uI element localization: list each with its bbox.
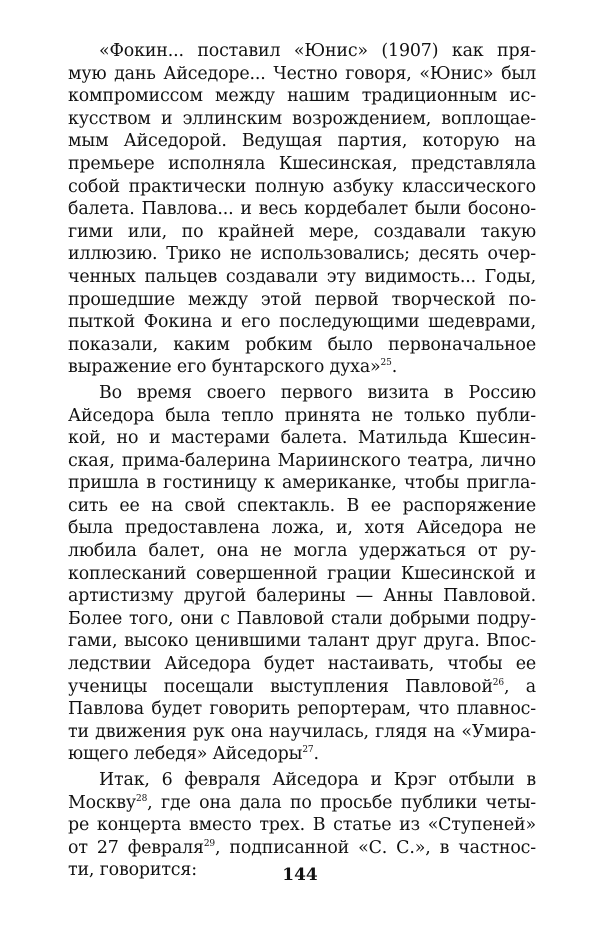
text-fragment: , где она дала по просьбе публики четы- xyxy=(147,792,536,813)
text-fragment: от 27 февраля xyxy=(68,837,204,858)
text-fragment: ющего лебедя» Айседоры xyxy=(68,744,303,765)
text-line: иллюзию. Трико не использовались; десять очер- xyxy=(68,244,536,265)
footnote-ref: 27 xyxy=(302,745,314,756)
text-line: ти, говорится: xyxy=(68,860,197,881)
text-line: сить ее на свой спектакль. В ее распоряжение xyxy=(68,495,536,516)
text-line: собой практически полную азбуку классического xyxy=(68,176,536,197)
text-line xyxy=(68,743,536,766)
text-line: ледствии Айседора будет настаивать, чтобы ее xyxy=(68,654,536,675)
text-line: гами, высоко ценившими талант друг друга. Впос- xyxy=(68,631,536,652)
footnote-ref: 25 xyxy=(380,358,392,369)
text-line: мым Айседорой. Ведущая партия, которую на xyxy=(68,131,536,152)
footnote-ref: 28 xyxy=(136,793,148,804)
text-line: премьере исполняла Кшесинская, представляла xyxy=(68,153,536,174)
text-line: компромиссом между нашим традиционным ис- xyxy=(68,86,536,107)
text-line: ре концерта вместо трех. В статье из «Ступеней» xyxy=(68,815,536,836)
text-fragment: , подписанной «С. С.», в частнос- xyxy=(215,837,536,858)
text-line: коплесканий совершенной грации Кшесинской и xyxy=(68,563,536,584)
text-line: ская, прима-балерина Мариинского театра, лично xyxy=(68,450,536,471)
text-fragment: , а xyxy=(503,676,536,697)
text-line xyxy=(68,837,536,860)
text-line: кой, но и мастерами балета. Матильда Кшесин- xyxy=(68,428,536,449)
text-line: показали, каким робким было первоначальное xyxy=(68,334,536,355)
text-line: ти движения рук она научилась, глядя на «Умира- xyxy=(68,721,536,742)
text-line: Более того, они с Павловой стали добрыми подру- xyxy=(68,608,536,629)
text-fragment: выражение его бунтарского духа» xyxy=(68,357,381,378)
page-number: 144 xyxy=(282,865,318,885)
text-fragment: . xyxy=(391,357,398,378)
text-line: артистизму другой балерины — Анны Павловой. xyxy=(68,586,536,607)
text-line: мую дань Айседоре... Честно говоря, «Юнис» был xyxy=(68,63,536,84)
text-line xyxy=(68,676,536,699)
text-line: гими или, по крайней мере, создавали такую xyxy=(68,221,536,242)
text-line xyxy=(68,356,536,379)
text-fragment: Москву xyxy=(68,792,137,813)
text-line: пыткой Фокина и его последующими шедеврами, xyxy=(68,312,536,333)
text-line: Во время своего первого визита в Россию xyxy=(99,382,536,403)
text-line: Павлова будет говорить репортерам, что плавнос- xyxy=(68,699,536,720)
text-fragment: . xyxy=(313,744,319,765)
text-fragment: ученицы посещали выступления Павловой xyxy=(68,676,493,697)
text-line: пришла в гостиницу к американке, чтобы пригла- xyxy=(68,473,536,494)
footnote-ref: 26 xyxy=(492,677,504,688)
body-paragraph xyxy=(68,382,536,766)
text-line: Итак, 6 февраля Айседора и Крэг отбыли в xyxy=(99,770,536,790)
text-line: прошедшие между этой первой творческой по- xyxy=(68,289,536,310)
text-line: была предоставлена ложа, и, хотя Айседора не xyxy=(68,518,536,539)
text-line: балета. Павлова... и весь кордебалет были босоно- xyxy=(68,199,536,220)
text-line: Айседора была тепло принята не только публи- xyxy=(68,405,536,426)
page-body xyxy=(68,40,536,882)
quote-paragraph xyxy=(68,40,536,379)
text-line: кусством и эллинским возрождением, воплощае- xyxy=(68,108,536,129)
text-line: любила балет, она не могла удержаться от ру- xyxy=(68,541,536,562)
text-line: ченных пальцев создавали эту видимость... Годы, xyxy=(68,266,536,287)
text-line xyxy=(68,792,536,815)
footnote-ref: 29 xyxy=(203,838,216,849)
text-line: «Фокин... поставил «Юнис» (1907) как пря- xyxy=(99,41,536,61)
